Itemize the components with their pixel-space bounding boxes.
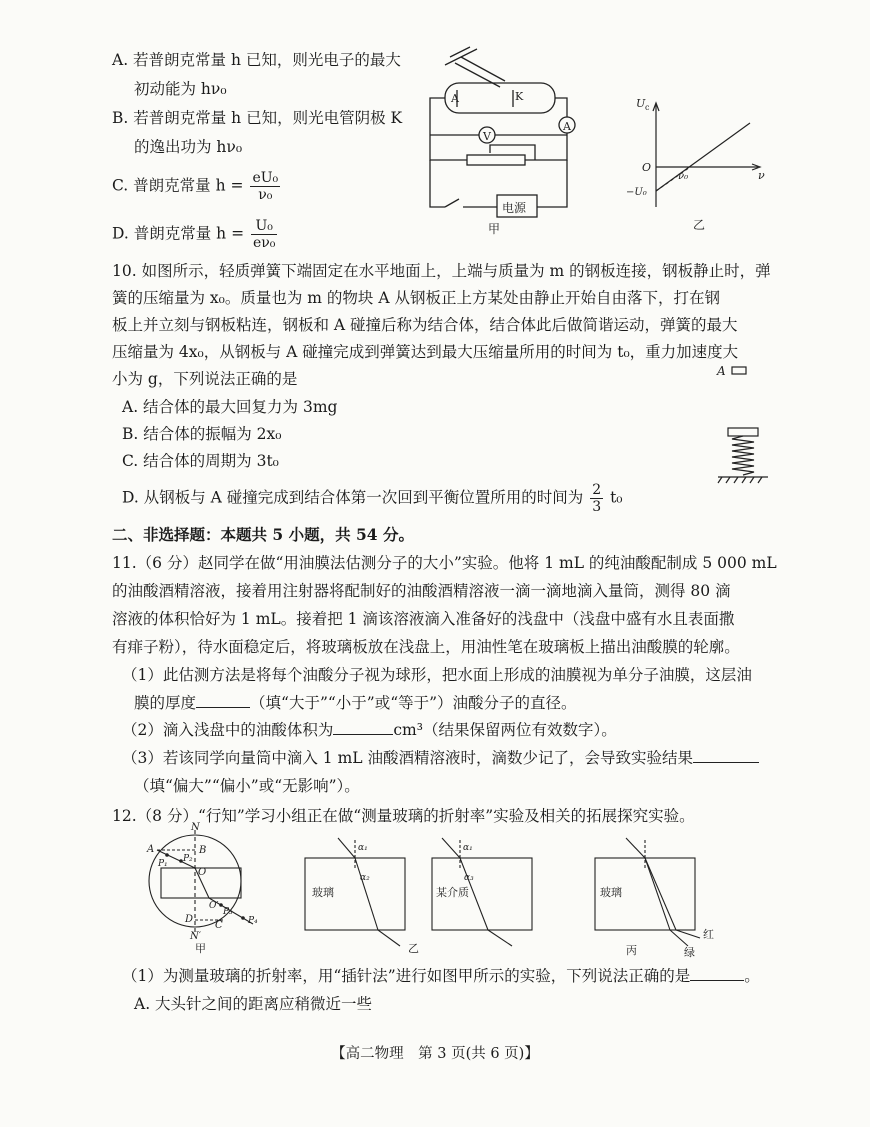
q11-sub1-answer-blank[interactable] <box>196 693 250 708</box>
q12-sub1-text: （1）为测量玻璃的折射率，用“插针法”进行如图甲所示的实验，下列说法正确的是 <box>122 967 691 985</box>
q12-label-D: D <box>185 914 194 925</box>
q12-label-green: 绿 <box>684 946 695 959</box>
section-2-heading: 二、非选择题：本题共 5 小题，共 54 分。 <box>112 525 414 544</box>
q10-option-d-fraction: $\frac{2}{3}$ <box>592 482 602 515</box>
q11-sub2 <box>122 720 617 740</box>
q11-sub2-post: cm³（结果保留两位有效数字）。 <box>393 721 617 739</box>
q10-stem-line5: 小为 g，下列说法正确的是 <box>112 370 298 388</box>
q12-stem-line1: 12.（8 分）“行知”学习小组正在做“测量玻璃的折射率”实验及相关的拓展探究实验。 <box>112 807 695 825</box>
q12-option-a: A. 大头针之间的距离应稍微近一些 <box>134 995 373 1013</box>
q9-option-c-fraction: $\frac{\text{eU₀}}{\text{ν₀}}$ <box>252 170 279 203</box>
q10-stem-line2: 簧的压缩量为 x₀。质量也为 m 的物块 A 从钢板正上方某处由静止开始自由落下，打在钢 <box>112 289 720 307</box>
q12-medium-alpha1: α₁ <box>463 843 473 853</box>
q11-sub3-answer-blank[interactable] <box>693 748 759 763</box>
q10-option-d-t0: t₀ <box>610 488 623 507</box>
q10-block-a <box>732 367 746 374</box>
q12-label-O: O <box>198 867 207 878</box>
q11-sub1-post: （填“大于”“小于”或“等于”）油酸分子的直径。 <box>250 694 577 712</box>
q12-medium-refraction-diagram <box>430 838 540 948</box>
q12-label-P1: P₁ <box>158 859 168 869</box>
q9-option-d-fraction: $\frac{\text{U₀}}{\text{eν₀}}$ <box>253 218 276 251</box>
q9-fig-jia-caption: 甲 <box>488 222 501 236</box>
q9-option-b-line1: B. 若普朗克常量 h 已知，则光电管阴极 K <box>112 109 403 127</box>
q12-ding-label: 玻璃 <box>600 886 622 899</box>
q11-sub3-line1 <box>122 748 759 768</box>
q9-option-c-text: C. 普朗克常量 h = <box>112 176 244 195</box>
q10-stem-line4: 压缩量为 4x₀，从钢板与 A 碰撞完成到弹簧达到最大压缩量所用的时间为 t₀，重力加速度大 <box>112 343 739 361</box>
q12-fig-ding-caption: 丙 <box>626 944 637 957</box>
q10-option-a: A. 结合体的最大回复力为 3mg <box>122 398 338 416</box>
page-footer: 【高二物理 第 3 页(共 6 页)】 <box>331 1046 539 1062</box>
q11-stem-line4: 有痱子粉），待水面稳定后，将玻璃板放在浅盘上，用油性笔在玻璃板上描出油酸膜的轮廓。 <box>112 638 740 656</box>
q11-sub3-line2: （填“偏大”“偏小”或“无影响”）。 <box>134 777 360 795</box>
q11-sub1-line2 <box>134 693 577 713</box>
q11-sub2-pre: （2）滴入浅盘中的油酸体积为 <box>122 721 334 739</box>
q12-sub1-answer-blank[interactable] <box>690 966 744 981</box>
q12-label-B: B <box>199 845 207 856</box>
q10-steel-plate <box>728 428 758 436</box>
q9-option-a-line2: 初动能为 hν₀ <box>134 80 227 98</box>
q11-sub1-pre: 膜的厚度 <box>134 694 197 712</box>
q9-ammeter-label: A <box>563 120 571 133</box>
q12-pin-method-diagram <box>145 822 270 956</box>
q9-power-label: 电源 <box>502 201 527 215</box>
q10-stem-line3: 板上并立刻与钢板粘连，钢板和 A 碰撞后称为结合体，结合体此后做简谐运动，弹簧的最大 <box>112 316 738 334</box>
q12-label-P2: P₂ <box>183 854 193 864</box>
q9-nu0-label: ν₀ <box>678 171 689 182</box>
q12-label-C: C <box>215 920 223 931</box>
q11-sub1-line1: （1）此估测方法是将每个油酸分子视为球形，把水面上形成的油膜视为单分子油膜，这层油 <box>122 666 752 684</box>
q9-axis-uc: U <box>636 97 646 110</box>
q9-voltmeter-label: V <box>483 130 491 143</box>
q10-block-a-label: A <box>717 364 726 378</box>
q12-medium-label: 某介质 <box>436 886 469 899</box>
q9-option-a-line1: A. 若普朗克常量 h 已知，则光电子的最大 <box>112 51 401 69</box>
q9-option-c <box>112 170 282 203</box>
q12-medium-alpha3: α₃ <box>464 873 474 883</box>
q12-yi-alpha2: α₂ <box>360 873 370 883</box>
q9-option-d-text: D. 普朗克常量 h = <box>112 224 245 243</box>
q9-option-d <box>112 218 279 251</box>
q11-sub2-answer-blank[interactable] <box>333 720 393 735</box>
q9-axis-uc-sub: c <box>645 103 650 112</box>
q9-axis-nu: ν <box>758 169 765 182</box>
q9-fig-yi-caption: 乙 <box>693 218 706 232</box>
q12-sub1 <box>122 966 760 986</box>
q12-label-N: N <box>191 822 200 833</box>
q9-label-anode: A <box>451 92 459 105</box>
q12-label-P3: P₃ <box>223 907 233 917</box>
q9-negU0-label: −U₀ <box>626 187 647 198</box>
q10-option-b: B. 结合体的振幅为 2x₀ <box>122 425 282 443</box>
q9-option-b-line2: 的逸出功为 hν₀ <box>134 138 243 156</box>
q12-dispersion-diagram <box>590 838 720 959</box>
q10-option-c: C. 结合体的周期为 3t₀ <box>122 452 279 470</box>
q12-yi-label: 玻璃 <box>312 886 334 899</box>
q11-stem-line3: 溶液的体积恰好为 1 mL。接着把 1 滴该溶液滴入准备好的浅盘中（浅盘中盛有水且表面撒 <box>112 610 735 628</box>
q12-fig-yi-caption: 乙 <box>408 942 419 955</box>
q12-label-Nprime: N′ <box>190 931 202 942</box>
q12-sub1-end: 。 <box>744 967 760 985</box>
q11-sub3-pre: （3）若该同学向量筒中滴入 1 mL 油酸酒精溶液时，滴数少记了，会导致实验结果 <box>122 749 693 767</box>
q10-stem-line1: 10. 如图所示，轻质弹簧下端固定在水平地面上，上端与质量为 m 的钢板连接，钢板静止时，弹 <box>112 262 771 280</box>
q11-stem-line2: 的油酸酒精溶液，接着用注射器将配制好的油酸酒精溶液一滴一滴地滴入量筒，测得 80 滴 <box>112 582 731 600</box>
q10-spring-diagram <box>712 362 772 492</box>
q12-yi-alpha1: α₁ <box>358 843 368 853</box>
q9-origin-label: O <box>642 161 652 174</box>
q12-label-P4: P₄ <box>248 916 258 926</box>
q10-option-d <box>122 482 623 515</box>
q9-circuit-diagram <box>415 45 585 235</box>
q12-glass-refraction-diagram <box>300 838 420 956</box>
q9-uc-nu-graph <box>626 95 770 235</box>
q10-option-d-text: D. 从钢板与 A 碰撞完成到结合体第一次回到平衡位置所用的时间为 <box>122 488 584 507</box>
q12-fig-jia-caption: 甲 <box>195 942 206 955</box>
q12-label-Oprime: O′ <box>209 901 219 911</box>
q11-stem-line1: 11.（6 分）赵同学在做“用油膜法估测分子的大小”实验。他将 1 mL 的纯油酸配制成 5 000 mL <box>112 554 777 572</box>
q9-label-cathode: K <box>515 90 524 103</box>
q12-label-A: A <box>147 844 155 855</box>
q12-label-red: 红 <box>703 928 714 941</box>
